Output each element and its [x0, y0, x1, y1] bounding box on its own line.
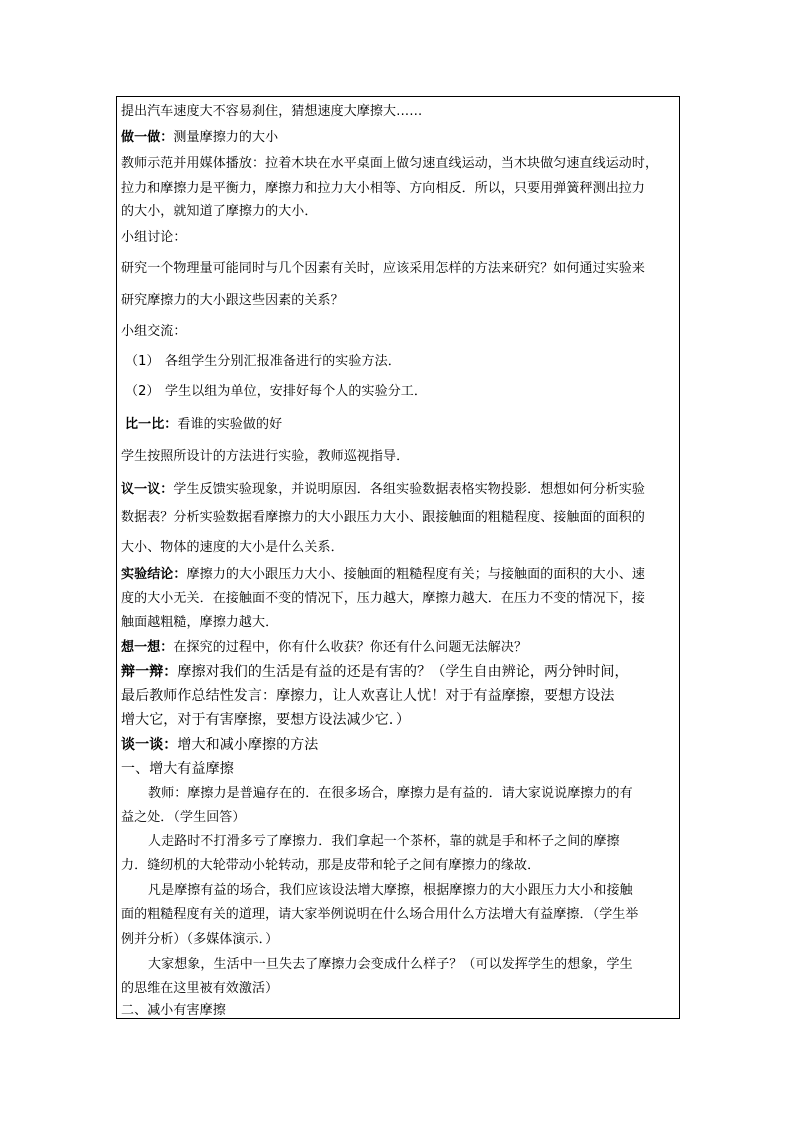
text-line: 小组讨论： [121, 230, 187, 245]
text-line: 教师示范并用媒体播放：拉着木块在水平桌面上做匀速直线运动，当木块做匀速直线运动时， [121, 156, 659, 171]
text-line: 人走路时不打滑多亏了摩擦力．我们拿起一个茶杯，靠的就是手和杯子之间的摩擦 [148, 834, 620, 849]
content-table-cell [116, 96, 680, 1019]
text-line: 学生按照所设计的方法进行实验，教师巡视指导． [121, 449, 410, 464]
text-line: 凡是摩擦有益的场合，我们应该设法增大摩擦，根据摩擦力的大小跟压力大小和接触 [148, 883, 633, 898]
text-line: 小组交流： [121, 324, 187, 339]
text-line: 数据表？分析实验数据看摩擦力的大小跟压力大小、跟接触面的粗糙程度、接触面的面积的 [121, 510, 646, 525]
text-line: 最后教师作总结性发言：摩擦力，让人欢喜让人忧！对于有益摩擦，要想方设法 [121, 688, 615, 704]
section-label: 做一做： [121, 130, 174, 145]
section-label: 谈一谈： [121, 737, 178, 753]
text-line: 议一议：学生反馈实验现象，并说明原因．各组实验数据表格实物投影．想想如何分析实验 [121, 482, 646, 497]
text-line: 力．缝纫机的大轮带动小轮转动，那是皮带和轮子之间有摩擦力的缘故． [121, 858, 541, 873]
text-line: 的大小，就知道了摩擦力的大小． [121, 204, 318, 219]
text-line: 提出汽车速度大不容易刹住，猜想速度大摩擦大…… [121, 104, 423, 119]
text-line: 谈一谈：增大和减小摩擦的方法 [121, 737, 319, 753]
text-line: 面的粗糙程度有关的道理，请大家举例说明在什么场合用什么方法增大有益摩擦．（学生举 [121, 907, 639, 922]
text-line: 益之处．（学生回答） [121, 810, 246, 825]
text-line: 的思维在这里被有效激活） [121, 981, 279, 996]
text-line: 做一做：测量摩擦力的大小 [121, 130, 279, 145]
text-line: 实验结论：摩擦力的大小跟压力大小、接触面的粗糙程度有关；与接触面的面积的大小、速 [121, 567, 646, 582]
text-line: 增大它，对于有害摩擦，要想方设法减少它．） [121, 712, 411, 728]
text-line: 想一想：在探究的过程中，你有什么收获？你还有什么问题无法解决？ [121, 640, 528, 655]
text-line: 研究一个物理量可能同时与几个因素有关时，应该采用怎样的方法来研究？如何通过实验来 [121, 261, 646, 276]
text-line: 触面越粗糙，摩擦力越大． [121, 615, 279, 630]
text-line: 大小、物体的速度的大小是什么关系． [121, 540, 344, 555]
text-line: 拉力和摩擦力是平衡力，摩擦力和拉力大小相等、方向相反．所以，只要用弹簧秤测出拉力 [121, 181, 646, 196]
list-item: （1） 各组学生分别汇报准备进行的实验方法． [125, 354, 401, 369]
list-item: （2） 学生以组为单位，安排好每个人的实验分工． [125, 384, 428, 399]
section-label: 辩一辩： [121, 664, 178, 680]
text-line: 例并分析）（多媒体演示．） [121, 932, 279, 947]
section-label: 议一议： [121, 482, 174, 497]
section-label: 比一比： [125, 417, 178, 432]
text-line: 辩一辩：摩擦对我们的生活是有益的还是有害的？（学生自由辨论，两分钟时间， [121, 664, 629, 680]
text-line: 教师：摩擦力是普遍存在的．在很多场合，摩擦力是有益的．请大家说说摩擦力的有 [148, 786, 633, 801]
text-line: 二、减小有害摩擦 [121, 1003, 226, 1018]
text-line: 一、增大有益摩擦 [121, 761, 234, 777]
text-line: 比一比：看谁的实验做的好 [125, 417, 283, 432]
section-label: 想一想： [121, 640, 174, 655]
text-line: 大家想象，生活中一旦失去了摩擦力会变成什么样子？（可以发挥学生的想象，学生 [148, 957, 633, 972]
text-line: 度的大小无关．在接触面不变的情况下，压力越大，摩擦力越大．在压力不变的情况下，接 [121, 591, 646, 606]
text-line: 研究摩擦力的大小跟这些因素的关系？ [121, 293, 344, 308]
section-label: 实验结论： [121, 567, 187, 582]
